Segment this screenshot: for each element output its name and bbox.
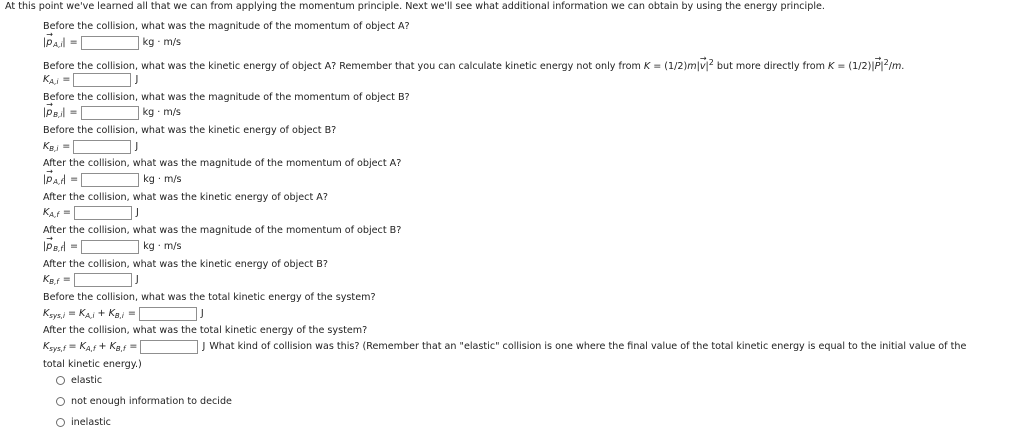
q6-label: $K_{A,f}$ [43,206,59,219]
q5-input[interactable] [81,173,139,187]
q10-unit: J [202,341,206,352]
q2-input[interactable] [73,73,131,87]
q2-label: $K_{A,i}$ [43,73,59,86]
q7-unit: kg · m/s [143,241,182,252]
q8-label: $K_{B,f}$ [43,273,59,286]
radio-elastic[interactable] [56,376,65,385]
option-elastic-label: elastic [71,375,103,386]
q7-prompt: After the collision, what was the magnitude of the momentum of object B? [43,225,402,236]
q6-input[interactable] [74,206,132,220]
q2-prompt: Before the collision, what was the kinetic energy of object A? Remember that you can calculate kinetic energy not only from $K = (1/2)m|\to v|^2$ but more directly from $K = (1/2)|\to P|^2/m$. [43,58,904,72]
q1-input[interactable] [81,36,139,50]
q4-input[interactable] [73,140,131,154]
q10-prompt: After the collision, what was the total kinetic energy of the system? [43,325,368,336]
q7-input[interactable] [81,240,139,254]
q10-input[interactable] [140,340,198,354]
q9-input[interactable] [139,307,197,321]
q3-label: |→ p $_{B,i}$| [43,107,66,119]
q4-prompt: Before the collision, what was the kinetic energy of object B? [43,125,337,136]
q8-unit: J [135,274,139,285]
q6-unit: J [135,207,139,218]
q1-label: |→ p $_{A,i}$| [43,37,66,49]
q2-unit: J [135,74,139,85]
q3-row: |→ p $_{B,i}$| = kg · m/s [43,104,181,121]
q8-row: $K_{B,f}$ = J [43,273,139,286]
q5-row: |→ p $_{A,f}$| = kg · m/s [43,171,182,188]
option-inelastic-label: inelastic [71,417,111,428]
q3-unit: kg · m/s [142,107,181,118]
q6-row: $K_{A,f}$ = J [43,206,139,219]
q7-row: |→ p $_{B,f}$| = kg · m/s [43,238,181,255]
q10-label: $K_{sys,f} = K_{A,f} + K_{B,f}$ [43,340,126,353]
collision-question-cont: total kinetic energy.) [43,359,142,370]
q9-unit: J [200,308,204,319]
option-not-enough-info[interactable] [56,396,232,407]
option-not-enough-info-label: not enough information to decide [71,396,232,407]
q6-prompt: After the collision, what was the kinetic energy of object A? [43,192,328,203]
radio-inelastic[interactable] [56,418,65,427]
q8-input[interactable] [74,273,132,287]
q9-label: $K_{sys,i} = K_{A,i} + K_{B,i}$ [43,307,124,320]
q8-prompt: After the collision, what was the kinetic energy of object B? [43,259,328,270]
q3-prompt: Before the collision, what was the magnitude of the momentum of object B? [43,92,410,103]
q4-row: $K_{B,i}$ = J [43,140,139,153]
q5-label: |→ p $_{A,f}$| [43,174,66,186]
q9-row: $K_{sys,i} = K_{A,i} + K_{B,i}$ = J [43,307,204,320]
q1-row: |→ p $_{A,i}$| = kg · m/s [43,34,181,51]
q10-row: $K_{sys,f} = K_{A,f} + K_{B,f}$ = J What kind of collision was this? (Remember that an "elastic" collision is one where the final value of the total kinetic energy is equal to the initial value of the [43,340,967,353]
intro-text: At this point we've learned all that we can from applying the momentum principle. Next we'll see what additional information we can obtain by using the energy principle. [5,1,825,12]
q2-row: $K_{A,i}$ = J [43,73,139,86]
option-inelastic[interactable] [56,417,111,428]
collision-question: What kind of collision was this? (Remember that an "elastic" collision is one where the final value of the total kinetic energy is equal to the initial value of the [209,341,967,352]
option-elastic[interactable] [56,375,102,386]
q4-unit: J [135,141,139,152]
q4-label: $K_{B,i}$ [43,140,59,153]
q5-prompt: After the collision, what was the magnitude of the momentum of object A? [43,158,402,169]
q5-unit: kg · m/s [143,174,182,185]
q1-unit: kg · m/s [142,37,182,48]
q1-prompt: Before the collision, what was the magnitude of the momentum of object A? [43,21,410,32]
q7-label: |→ p $_{B,f}$| [43,241,66,253]
q9-prompt: Before the collision, what was the total kinetic energy of the system? [43,292,376,303]
q3-input[interactable] [81,106,139,120]
radio-not-enough-info[interactable] [56,397,65,406]
